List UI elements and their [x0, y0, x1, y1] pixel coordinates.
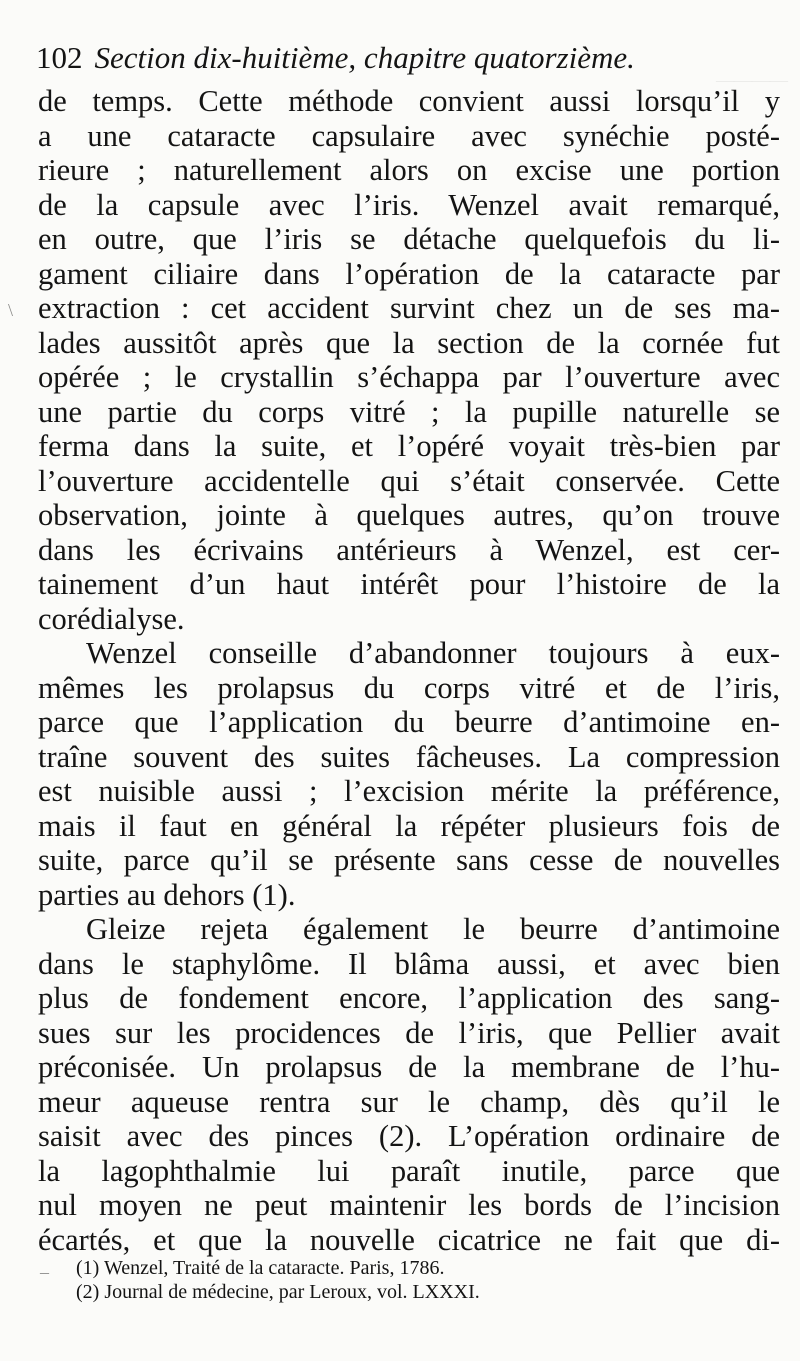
text-line: nul moyen ne peut maintenir les bords de l’incision	[38, 1188, 780, 1222]
text-line: suite, parce qu’il se présente sans cesse de nouvelles	[38, 843, 780, 877]
page-number: 102	[36, 40, 83, 75]
body-text	[38, 84, 780, 1257]
text-line: a une cataracte capsulaire avec synéchie posté-	[38, 118, 780, 153]
text-line: dans les écrivains antérieurs à Wenzel, est cer-	[38, 532, 780, 567]
text-line: meur aqueuse rentra sur le champ, dès qu’il le	[38, 1084, 780, 1119]
text-line: tainement d’un haut intérêt pour l’histoire de la	[38, 567, 780, 601]
text-line: ferma dans la suite, et l’opéré voyait très-bien par	[38, 429, 780, 463]
text-line: mais il faut en général la répéter plusieurs fois de	[38, 808, 780, 843]
text-line: sues sur les procidences de l’iris, que Pellier avait	[38, 1015, 780, 1050]
text-line: mêmes les prolapsus du corps vitré et de l’iris,	[38, 670, 780, 705]
text-line: rieure ; naturellement alors on excise une portion	[38, 153, 780, 187]
text-line: gament ciliaire dans l’opération de la cataracte par	[38, 256, 780, 291]
text-line: extraction : cet accident survint chez un de ses ma-	[38, 291, 780, 325]
text-line: corédialyse.	[38, 601, 185, 636]
margin-mark: \	[8, 300, 14, 320]
text-line: Gleize rejeta également le beurre d’antimoine	[86, 912, 780, 946]
text-line: traîne souvent des suites fâcheuses. La compression	[38, 739, 780, 774]
text-line: est nuisible aussi ; l’excision mérite la préférence,	[38, 774, 780, 808]
text-line: une partie du corps vitré ; la pupille naturelle se	[38, 394, 780, 429]
show-through: ————	[716, 70, 788, 90]
text-line: préconisée. Un prolapsus de la membrane de l’hu-	[38, 1050, 780, 1084]
footnote: (1) Wenzel, Traité de la cataracte. Paris, 1786.	[76, 1257, 445, 1279]
running-title: Section dix-huitième, chapitre quatorzième.	[94, 40, 635, 75]
text-line: l’ouverture accidentelle qui s’était conservée. Cette	[38, 463, 780, 498]
text-line: observation, jointe à quelques autres, qu’on trouve	[38, 498, 780, 532]
margin-mark: –	[40, 1262, 49, 1282]
footnote: (2) Journal de médecine, par Leroux, vol. LXXXI.	[76, 1281, 480, 1303]
text-line: parties au dehors (1).	[38, 877, 296, 912]
text-line: plus de fondement encore, l’application des sang-	[38, 981, 780, 1015]
text-line: opérée ; le crystallin s’échappa par l’ouverture avec	[38, 360, 780, 394]
text-line: de la capsule avec l’iris. Wenzel avait remarqué,	[38, 187, 780, 222]
text-line: écartés, et que la nouvelle cicatrice ne fait que di-	[38, 1222, 780, 1257]
text-line: de temps. Cette méthode convient aussi lorsqu’il y	[38, 84, 780, 118]
text-line: parce que l’application du beurre d’antimoine en-	[38, 705, 780, 739]
footnotes	[76, 1256, 716, 1304]
running-header	[36, 38, 766, 78]
text-line: en outre, que l’iris se détache quelquefois du li-	[38, 222, 780, 256]
text-line: la lagophthalmie lui paraît inutile, parce que	[38, 1153, 780, 1188]
text-line: saisit avec des pinces (2). L’opération ordinaire de	[38, 1119, 780, 1153]
text-line: Wenzel conseille d’abandonner toujours à eux-	[86, 636, 780, 670]
text-line: lades aussitôt après que la section de la cornée fut	[38, 325, 780, 360]
text-line: dans le staphylôme. Il blâma aussi, et avec bien	[38, 946, 780, 981]
